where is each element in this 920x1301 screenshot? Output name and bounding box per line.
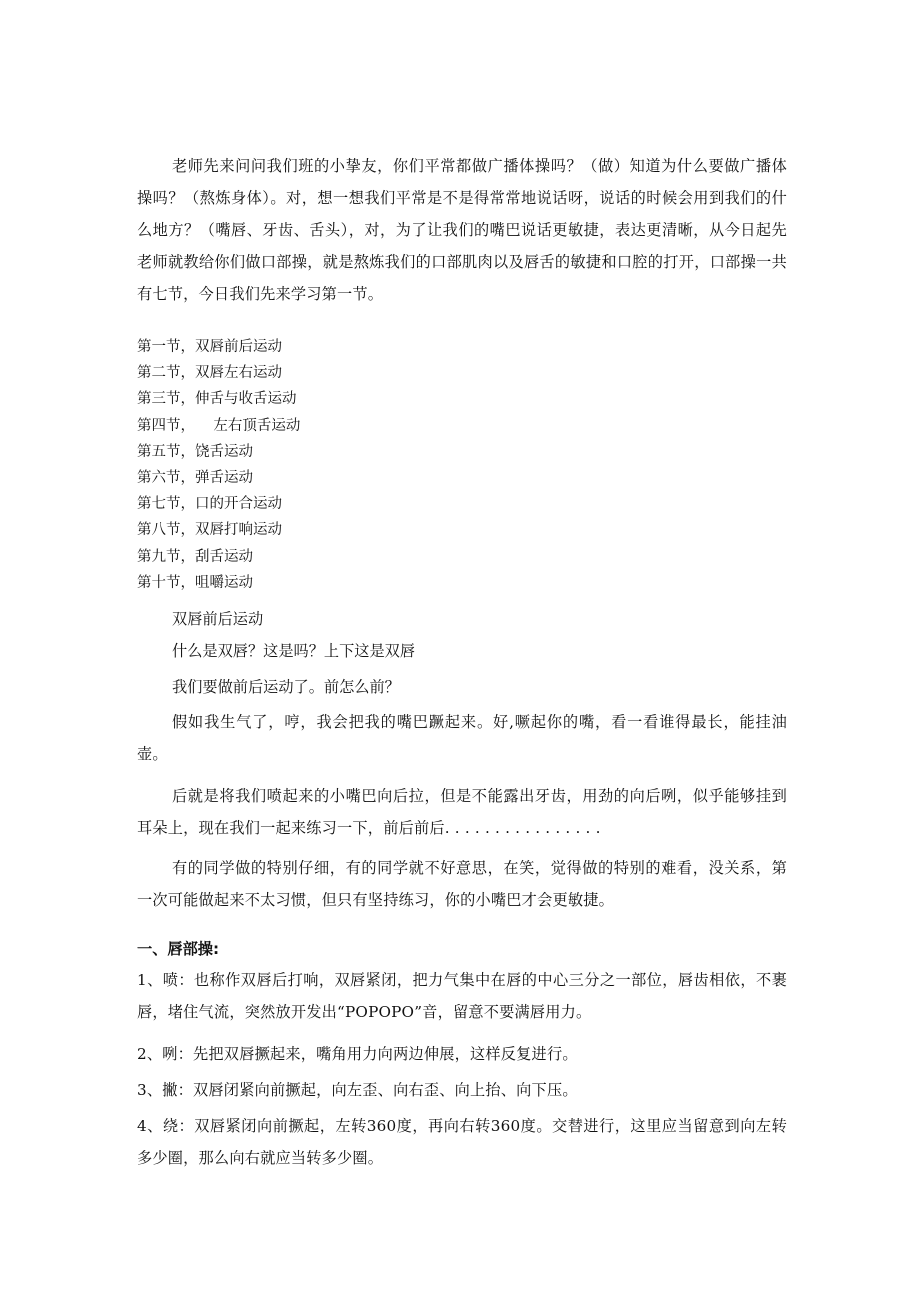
- lesson-item: 第十节，咀嚼运动: [137, 574, 253, 591]
- body-paragraph: 后就是将我们喷起来的小嘴巴向后拉，但是不能露出牙齿，用劲的向后咧，似乎能够挂到耳朵上，现在我们一起来练习一下，前后前后. . . . . . . . . . . . . . . .: [137, 787, 787, 837]
- exercise-item: 4、绕：双唇紧闭向前撅起，左转360度，再向右转360度。交替进行，这里应当留意到向左转多少圈，那么向右就应当转多少圈。: [137, 1117, 787, 1167]
- exercise-item: 1、喷：也称作双唇后打响，双唇紧闭，把力气集中在唇的中心三分之一部位，唇齿相依，不裹唇，堵住气流，突然放开发出“POPOPO”音，留意不要满唇用力。: [137, 971, 787, 1021]
- lesson-item: 第六节，弹舌运动: [137, 469, 253, 486]
- lesson-list: [137, 334, 787, 596]
- question-line: 什么是双唇？这是吗？上下这是双唇: [172, 642, 415, 660]
- lesson-item: 第一节，双唇前后运动: [137, 339, 282, 355]
- lesson-item: 第三节，伸舌与收舌运动: [137, 391, 297, 408]
- lesson-item: 第二节，双唇左右运动: [137, 365, 282, 382]
- question-line: 我们要做前后运动了。前怎么前？: [172, 678, 400, 696]
- intro-paragraph: 老师先来问问我们班的小挚友，你们平常都做广播体操吗？（做）知道为什么要做广播体操吗？（熬炼身体）。对，想一想我们平常是不是得常常地说话呀，说话的时候会用到我们的什么地方？（嘴唇、牙齿、舌头），对，为了让我们的嘴巴说话更敏捷，表达更清晰，从今日起先老师就教给你们做口部操，就是熬炼我们的口部肌肉以及唇舌的敏捷和口腔的打开，口部操一共有七节，今日我们先来学习第一节。: [137, 157, 787, 303]
- lesson-item: 第四节， 左右顶舌运动: [137, 417, 301, 434]
- lesson-item: 第七节，口的开合运动: [137, 496, 282, 513]
- section-title: 双唇前后运动: [172, 610, 264, 628]
- lesson-item: 第九节，刮舌运动: [137, 548, 253, 565]
- body-paragraph: 有的同学做的特别仔细，有的同学就不好意思，在笑，觉得做的特别的难看，没关系，第一次可能做起来不太习惯，但只有坚持练习，你的小嘴巴才会更敏捷。: [137, 859, 787, 909]
- lesson-item: 第八节，双唇打响运动: [137, 522, 282, 539]
- lesson-item: 第五节，饶舌运动: [137, 443, 253, 460]
- lip-exercise-heading: 一、唇部操:: [137, 940, 220, 958]
- exercise-item: 2、咧：先把双唇撅起来，嘴角用力向两边伸展，这样反复进行。: [137, 1045, 578, 1063]
- exercise-item: 3、撇：双唇闭紧向前撅起，向左歪、向右歪、向上抬、向下压。: [137, 1081, 578, 1099]
- body-paragraph: 假如我生气了，哼，我会把我的嘴巴蹶起来。好,噘起你的嘴，看一看谁得最长，能挂油壶。: [137, 713, 787, 763]
